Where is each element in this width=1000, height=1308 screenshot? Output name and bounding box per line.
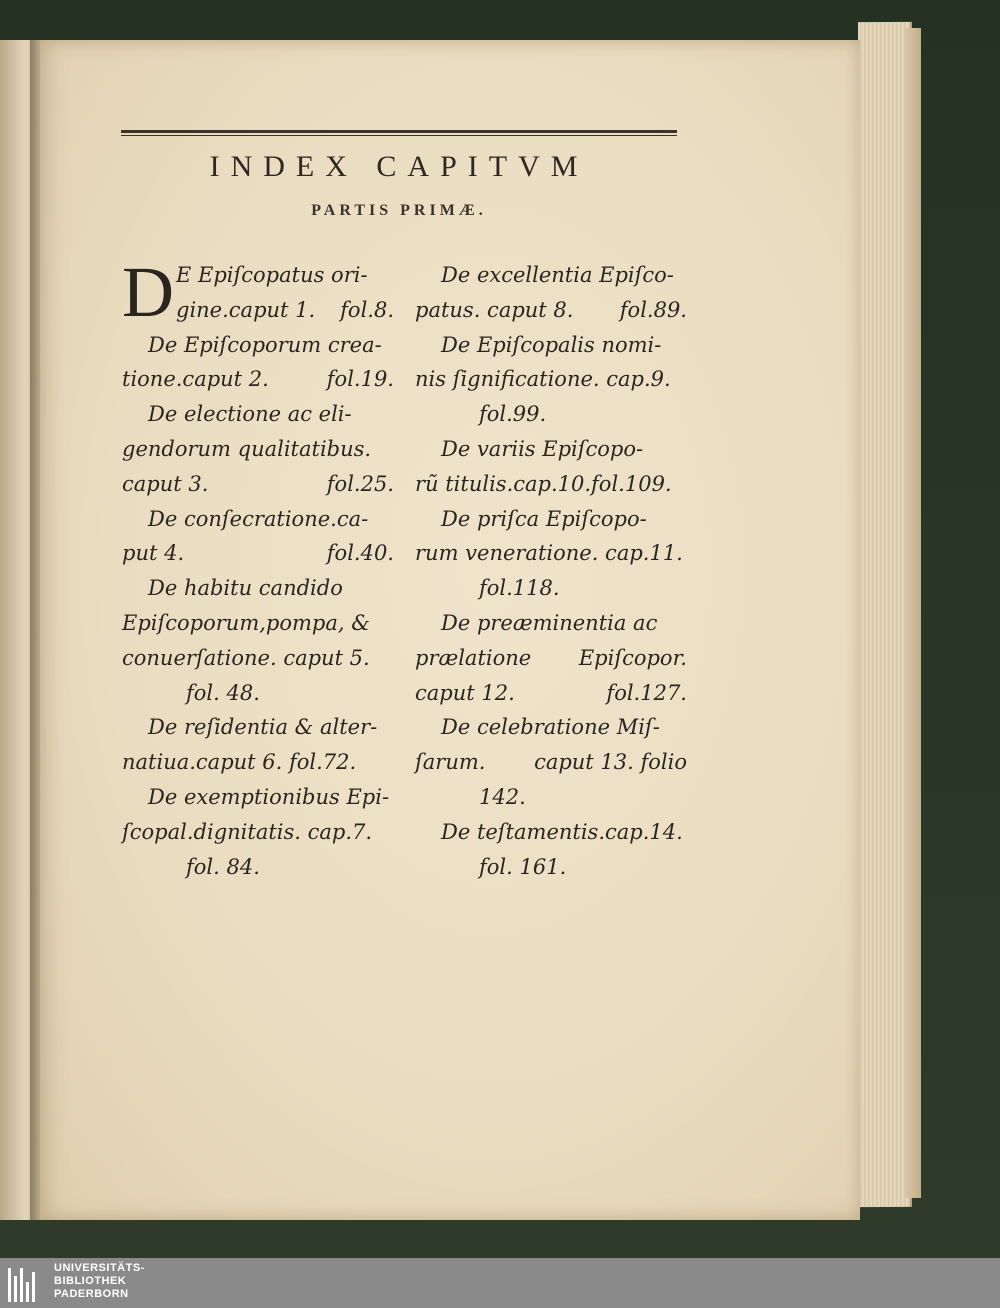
folio-ref: caput 13. folio [534, 750, 687, 775]
index-line [415, 780, 687, 815]
index-line [122, 502, 394, 537]
index-text: De conſecratione.ca- [148, 506, 369, 531]
index-line [415, 432, 687, 467]
index-line [122, 850, 394, 885]
index-text: prælatione [415, 645, 532, 670]
index-line [415, 815, 687, 850]
index-text: Epiſcopor. [578, 645, 687, 670]
index-line [122, 606, 394, 641]
index-text: De preæminentia ac [441, 610, 658, 635]
folio-ref: fol. 84. [186, 854, 260, 879]
index-line [122, 467, 394, 502]
index-text: De Epiſcoporum crea- [148, 332, 382, 357]
index-text: rũ titulis.cap.10.fol.109. [415, 471, 672, 496]
index-text: caput 12. [415, 680, 515, 705]
folio-ref: fol.89. [619, 297, 687, 322]
index-text: De celebratione Miſ- [441, 715, 660, 740]
cover-edge [905, 28, 921, 1198]
folio-ref: fol.127. [606, 680, 687, 705]
index-line [122, 258, 394, 293]
folio-ref: fol.8. [340, 297, 394, 322]
header-rule [121, 130, 677, 136]
index-text: De teſtamentis.cap.14. [441, 819, 683, 844]
index-line [415, 745, 687, 780]
folio-ref: 142. [479, 784, 526, 809]
index-line [122, 328, 394, 363]
index-text: De reſidentia & alter- [148, 715, 378, 740]
index-text: gine.caput 1. [176, 297, 316, 322]
index-title: INDEX CAPITVM [209, 150, 589, 183]
index-line [415, 293, 687, 328]
index-text: De electione ac eli- [148, 402, 352, 427]
index-line [415, 258, 687, 293]
left-column [122, 252, 394, 884]
index-line [415, 362, 687, 397]
index-text: nis ſignificatione. cap.9. [415, 367, 671, 392]
index-text: tione.caput 2. [122, 367, 269, 392]
index-line [122, 641, 394, 676]
page-block-edge [858, 22, 912, 1207]
index-line [122, 293, 394, 328]
index-line [122, 815, 394, 850]
index-text: De variis Epiſcopo- [441, 436, 644, 461]
library-logo-icon [8, 1264, 46, 1302]
library-logo-text [54, 1262, 145, 1301]
right-column [415, 258, 687, 884]
index-line [415, 641, 687, 676]
folio-ref: fol.19. [326, 367, 394, 392]
index-line [122, 362, 394, 397]
logo-line: BIBLIOTHEK [54, 1275, 127, 1287]
library-footer-bar [0, 1258, 1000, 1308]
index-text: Epiſcoporum,pompa, & [122, 610, 370, 635]
index-text: gendorum qualitatibus. [122, 436, 372, 461]
index-line [122, 571, 394, 606]
index-line [415, 467, 687, 502]
index-text: ſcopal.dignitatis. cap.7. [122, 819, 373, 844]
index-text: natiua.caput 6. fol.72. [122, 750, 357, 775]
drop-cap: D [122, 252, 174, 332]
index-line [415, 676, 687, 711]
index-text: De exemptionibus Epi- [148, 784, 390, 809]
folio-ref: fol.99. [479, 402, 547, 427]
index-line [415, 397, 687, 432]
folio-ref: fol. 161. [479, 854, 567, 879]
index-text: patus. caput 8. [415, 297, 574, 322]
index-text: conuerſatione. caput 5. [122, 645, 370, 670]
logo-line: UNIVERSITÄTS- [54, 1262, 145, 1274]
index-line [415, 571, 687, 606]
folio-ref: fol.25. [326, 471, 394, 496]
index-text: rum veneratione. cap.11. [415, 541, 683, 566]
folio-ref: fol.118. [479, 576, 560, 601]
index-text: put 4. [122, 541, 185, 566]
index-line [122, 432, 394, 467]
index-line [122, 745, 394, 780]
index-line [415, 536, 687, 571]
index-line [122, 710, 394, 745]
index-subtitle: PARTIS PRIMÆ. [311, 202, 487, 219]
index-text: De excellentia Epiſco- [441, 263, 674, 287]
index-line [415, 328, 687, 363]
folio-ref: fol. 48. [186, 680, 260, 705]
index-text: caput 3. [122, 471, 209, 496]
index-text: E Epiſcopatus ori- [176, 263, 368, 287]
index-text: ſarum. [415, 750, 486, 775]
index-text: De Epiſcopalis nomi- [441, 332, 662, 357]
index-line [122, 536, 394, 571]
index-line [415, 606, 687, 641]
index-text: De priſca Epiſcopo- [441, 506, 647, 531]
folio-ref: fol.40. [326, 541, 394, 566]
index-line [415, 502, 687, 537]
index-line [415, 710, 687, 745]
index-line [122, 397, 394, 432]
index-line [122, 676, 394, 711]
index-line [122, 780, 394, 815]
index-line [415, 850, 687, 885]
logo-line: PADERBORN [54, 1288, 129, 1300]
index-text: De habitu candido [148, 576, 343, 601]
